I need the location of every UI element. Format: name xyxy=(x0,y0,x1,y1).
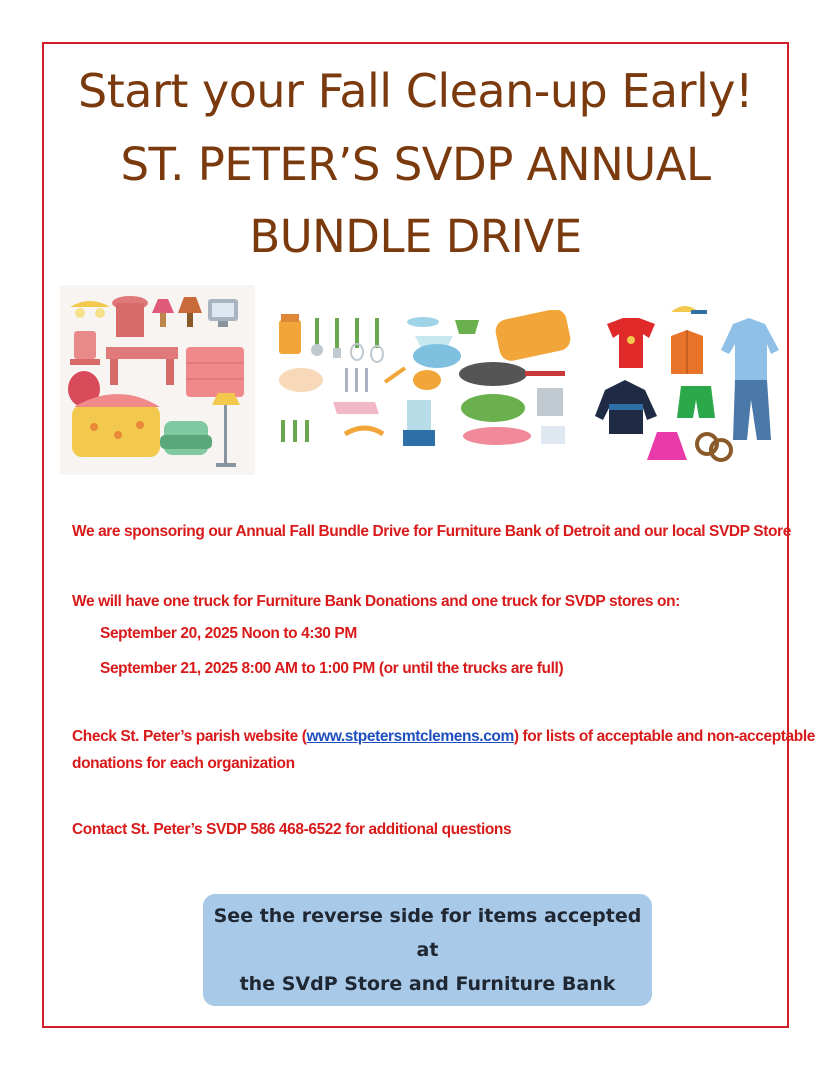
event-title-line1: ST. PETER’S SVDP ANNUAL xyxy=(120,138,711,191)
check-prefix: Check St. Peter’s parish website ( xyxy=(72,728,307,745)
trucks-text: We will have one truck for Furniture Bank Donations and one truck for SVDP stores on: xyxy=(72,593,680,610)
reverse-side-callout xyxy=(203,894,652,1006)
callout-line-2: the SVdP Store and Furniture Bank xyxy=(239,973,616,995)
contact-text: Contact St. Peter’s SVDP 586 468-6522 for additional questions xyxy=(72,821,512,838)
callout-text xyxy=(208,899,648,1001)
callout-line-1: See the reverse side for items accepted at xyxy=(213,905,642,961)
clothing-illustration xyxy=(595,300,785,470)
headline: Start your Fall Clean-up Early! xyxy=(78,64,753,118)
check-website-text xyxy=(72,728,815,746)
date-line-1: September 20, 2025 Noon to 4:30 PM xyxy=(100,625,357,642)
kitchenware-illustration xyxy=(275,310,580,455)
check-website-line2: donations for each organization xyxy=(72,755,295,772)
check-suffix: ) for lists of acceptable and non-acceptable xyxy=(513,728,815,745)
parish-website-link[interactable]: www.stpetersmtclemens.com xyxy=(306,728,514,745)
event-title-line2: BUNDLE DRIVE xyxy=(249,210,582,263)
date-line-2: September 21, 2025 8:00 AM to 1:00 PM (or until the trucks are full) xyxy=(100,660,564,677)
furniture-illustration xyxy=(60,285,255,475)
sponsor-text: We are sponsoring our Annual Fall Bundle Drive for Furniture Bank of Detroit and our local SVDP Store xyxy=(72,523,791,540)
